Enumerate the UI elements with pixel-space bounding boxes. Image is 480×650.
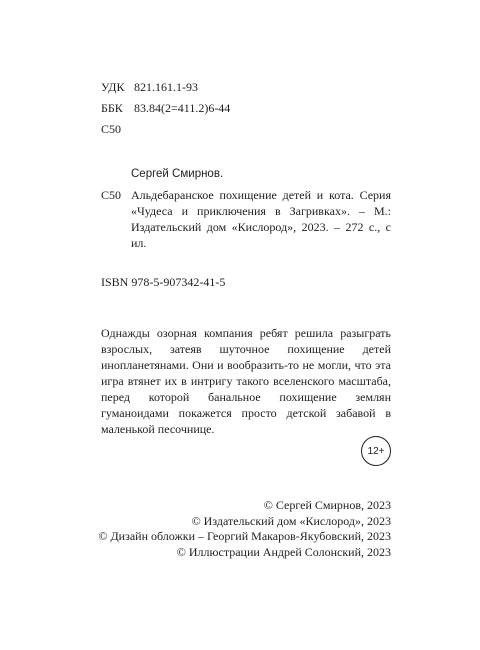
copyright-illustrations: © Иллюстрации Андрей Солонский, 2023 [176, 544, 391, 559]
bbk-key: ББК [101, 101, 123, 115]
isbn-line: ISBN 978-5-907342-41-5 [101, 275, 226, 289]
bibliographic-record [101, 187, 391, 251]
copyright-author: © Сергей Смирнов, 2023 [263, 498, 391, 512]
annotation-paragraph: Однажды озорная компания ребят решила разыграть взрослых, затеяв шуточное похищение детей инопланетянами. Они и вообразить-то не могли, что эта игра втянет их в интригу такого вселенского масштаба, перед которой банальное похищение землян гуманоидами покажется просто детской забавой в маленькой песочнице. [101, 326, 391, 436]
author-code: С50 [101, 122, 122, 136]
udk-value: 821.161.1-93 [134, 80, 198, 94]
author-code-line [101, 122, 121, 136]
udk-key: УДК [101, 80, 125, 94]
author-heading: Сергей Смирнов. [131, 168, 224, 180]
copyright-block [98, 498, 391, 560]
age-rating-label: 12+ [367, 445, 385, 457]
record-text: Альдебаранское похищение детей и кота. Серия «Чудеса и приключения в Загривках». – М.: Издательский дом «Кислород», 2023. – 272 с., с ил. [131, 188, 391, 250]
bbk-line [101, 101, 230, 115]
copyright-publisher: © Издательский дом «Кислород», 2023 [191, 513, 391, 528]
udk-line [101, 80, 198, 94]
bbk-value: 83.84(2=411.2)6-44 [134, 101, 231, 115]
record-code: С50 [101, 188, 122, 202]
copyright-cover-design: © Дизайн обложки – Георгий Макаров-Якубовский, 2023 [98, 529, 391, 543]
age-rating-badge [361, 436, 391, 466]
